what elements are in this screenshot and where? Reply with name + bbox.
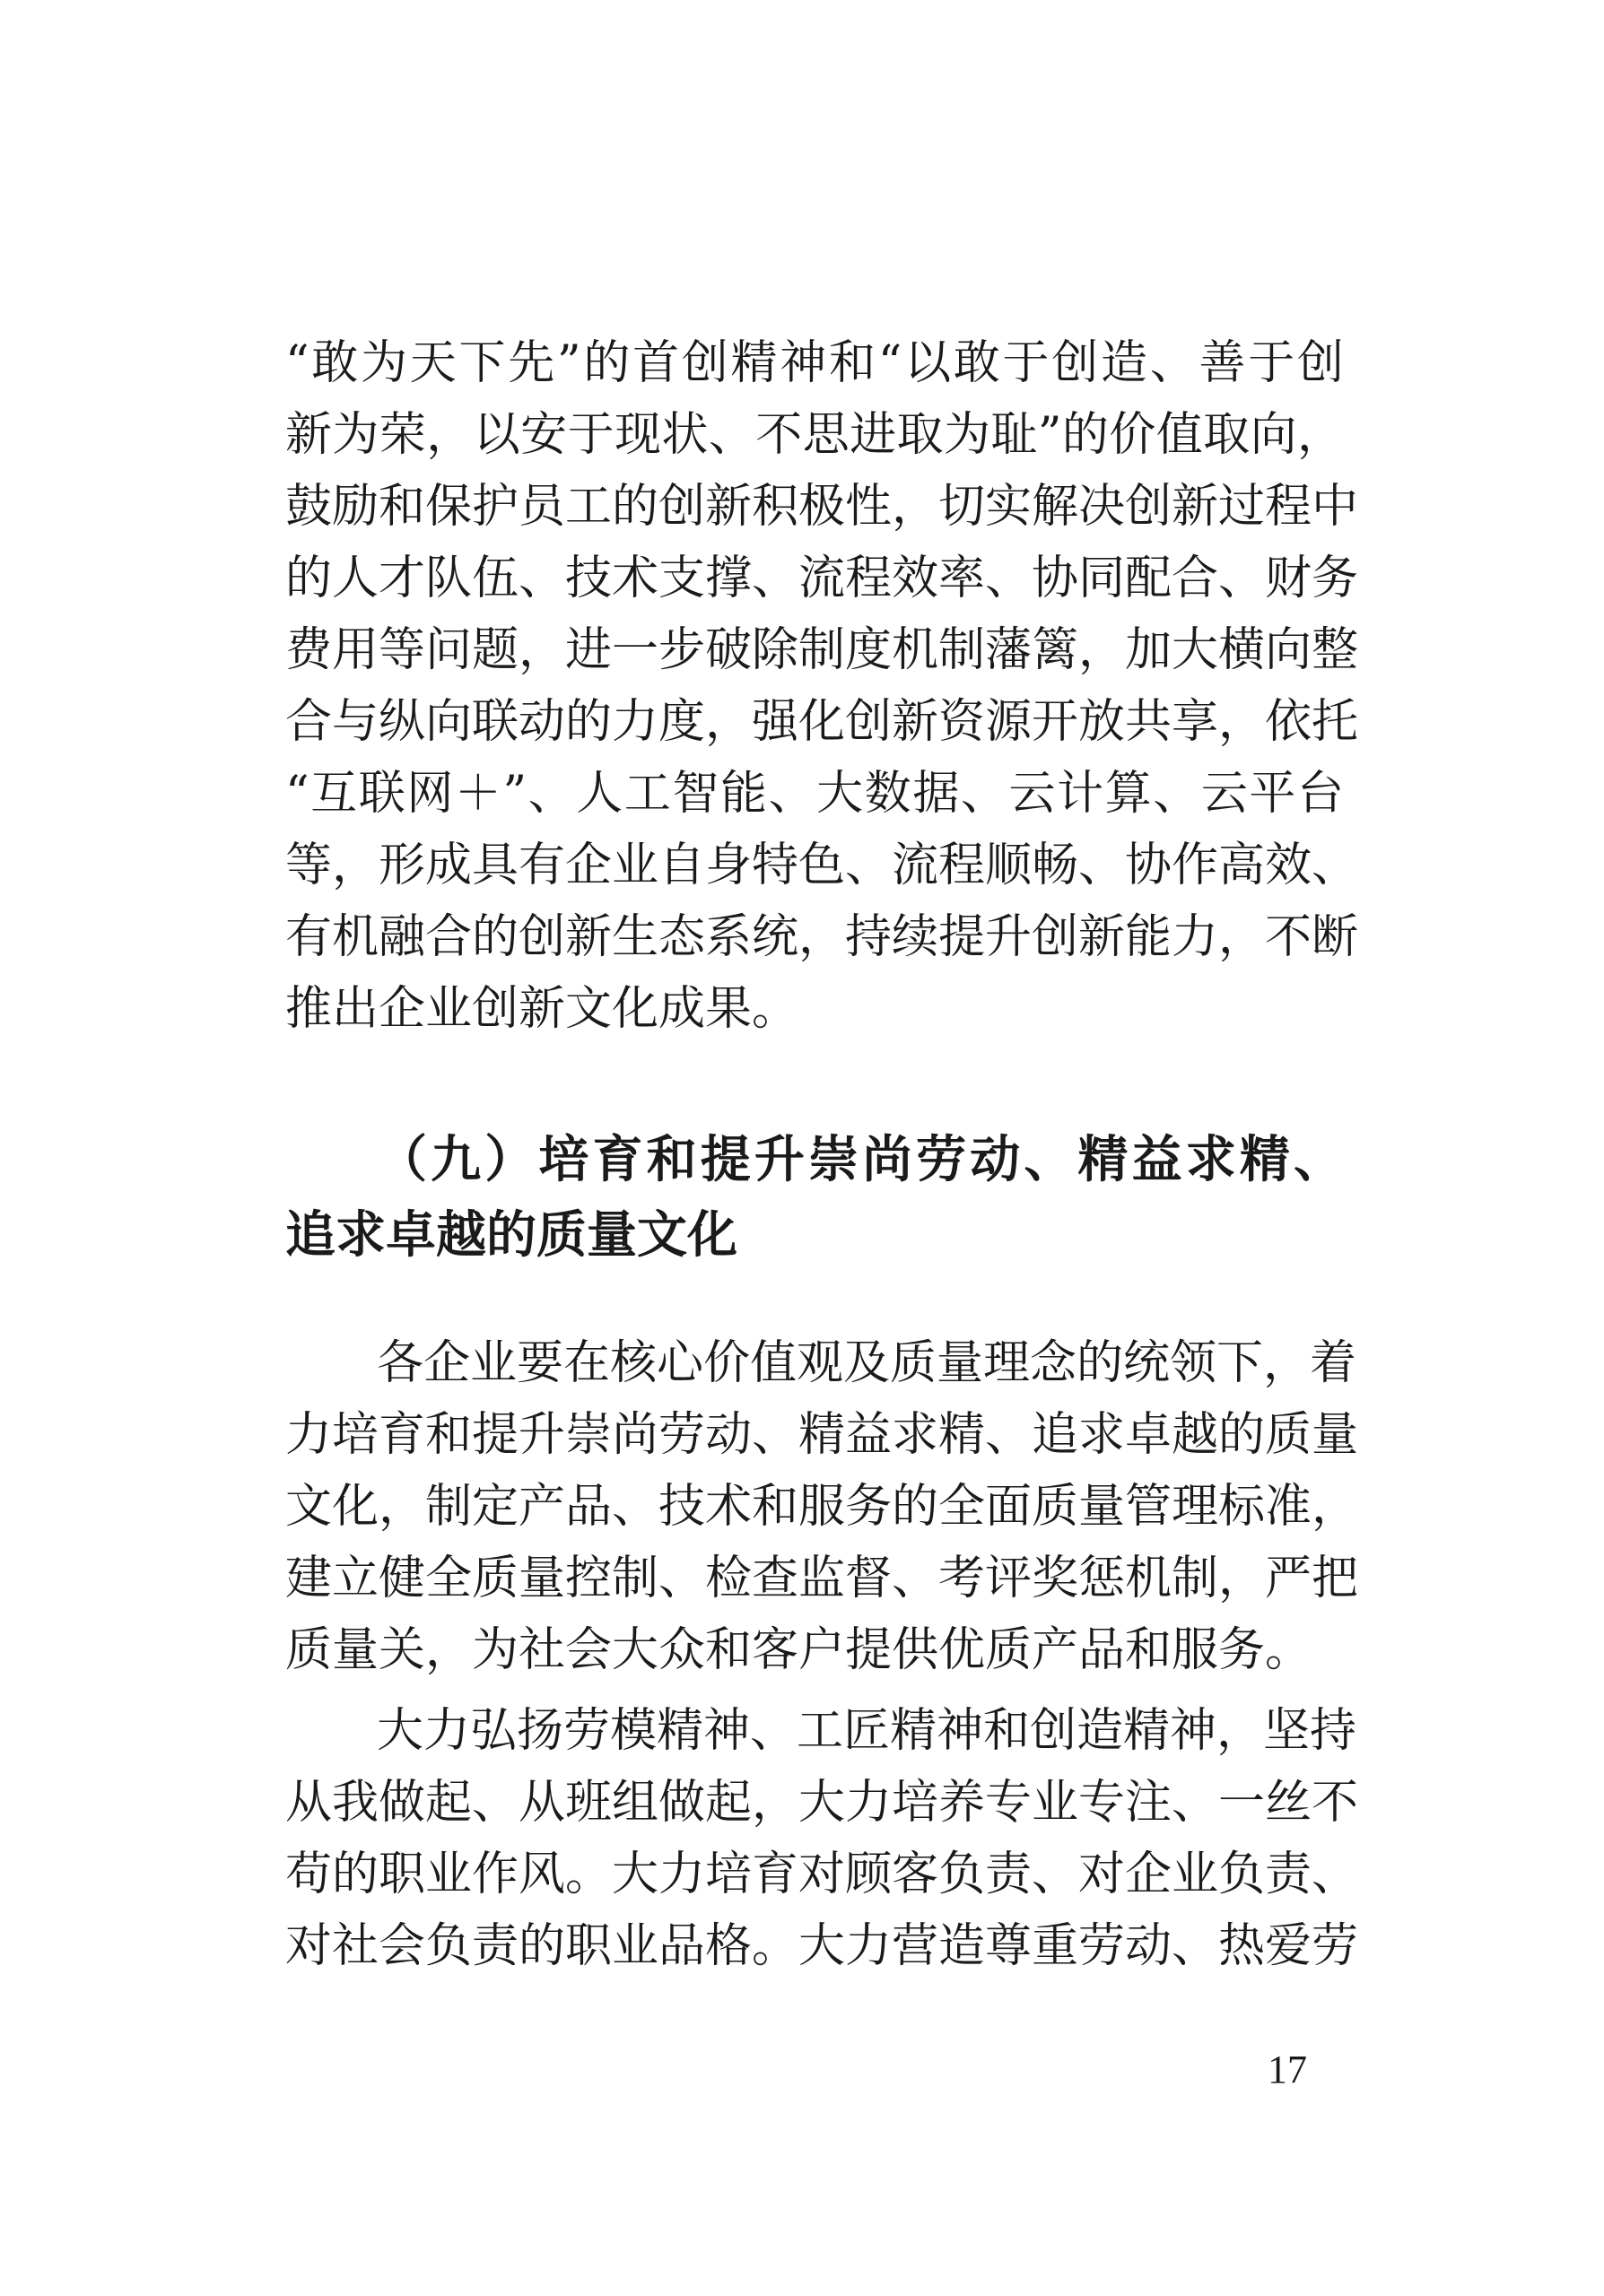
text-line: 力培育和提升崇尚劳动、精益求精、追求卓越的质量 bbox=[285, 1408, 1359, 1462]
text-line: 从我做起、从班组做起，大力培养专业专注、一丝不 bbox=[285, 1776, 1359, 1830]
page-number: 17 bbox=[1268, 2048, 1307, 2092]
text-line: 费用等问题，进一步破除制度机制藩篱，加大横向整 bbox=[285, 623, 1359, 677]
text-line: 推出企业创新文化成果。 bbox=[285, 982, 799, 1036]
text-line: 对社会负责的职业品格。大力营造尊重劳动、热爱劳 bbox=[285, 1919, 1359, 1973]
text-line: 等，形成具有企业自身特色、流程顺畅、协作高效、 bbox=[285, 839, 1359, 892]
text-line: 苟的职业作风。大力培育对顾客负责、对企业负责、 bbox=[285, 1848, 1359, 1901]
text-line: 鼓励和保护员工的创新积极性，切实解决创新过程中 bbox=[285, 480, 1359, 534]
section-heading-line: （九）培育和提升崇尚劳动、精益求精、 bbox=[377, 1131, 1344, 1189]
text-line: 大力弘扬劳模精神、工匠精神和创造精神，坚持 bbox=[377, 1704, 1357, 1758]
text-line: 的人才队伍、技术支撑、流程效率、协同配合、财务 bbox=[285, 552, 1359, 605]
text-line: 文化，制定产品、技术和服务的全面质量管理标准， bbox=[285, 1480, 1359, 1534]
text-line: 新为荣，以安于现状、不思进取为耻”的价值取向， bbox=[285, 408, 1344, 462]
text-line: 有机融合的创新生态系统，持续提升创新能力，不断 bbox=[285, 910, 1359, 964]
text-line: 建立健全质量控制、检查监督、考评奖惩机制，严把 bbox=[285, 1552, 1359, 1605]
text-line: 各企业要在核心价值观及质量理念的统领下，着 bbox=[377, 1336, 1357, 1390]
text-line: “敢为天下先”的首创精神和“以敢于创造、善于创 bbox=[285, 336, 1344, 390]
text-line: 合与纵向联动的力度，强化创新资源开放共享，依托 bbox=[285, 695, 1359, 749]
text-line: “互联网＋”、人工智能、大数据、云计算、云平台 bbox=[285, 767, 1344, 821]
text-line: 质量关，为社会大众和客户提供优质产品和服务。 bbox=[285, 1623, 1312, 1677]
section-heading-line: 追求卓越的质量文化 bbox=[285, 1206, 737, 1265]
